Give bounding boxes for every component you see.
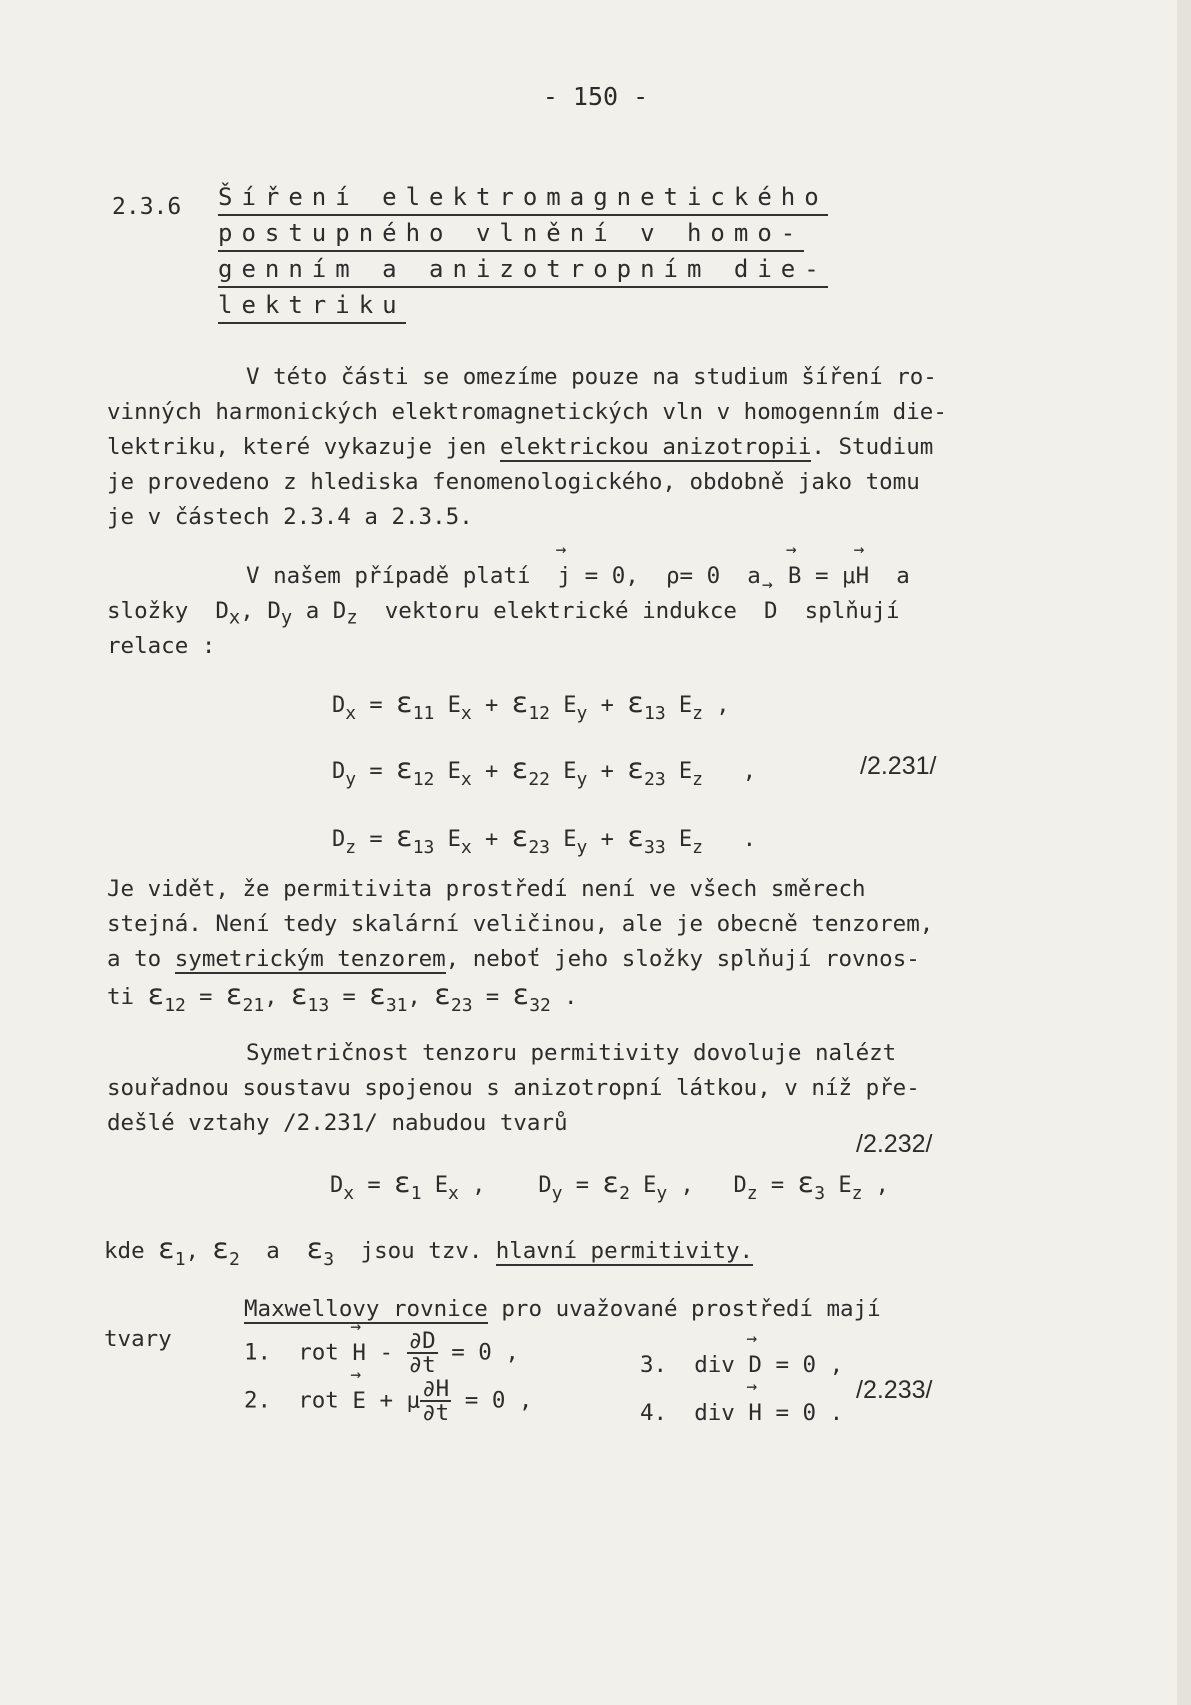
symmetricity-line-3: dešlé vztahy /2.231/ nabudou tvarů [107, 1110, 568, 1136]
permittivity-line-2: stejná. Není tedy skalární veličinou, ale je obecně tenzorem, [107, 911, 934, 937]
conditions-line-2: složky $D_x$, $D_y$ a $D_z$ vektoru elektrické indukce → D splňují [107, 594, 900, 636]
symmetricity-line-2: souřadnou soustavu spojenou s anizotropní látkou, v níž pře- [107, 1075, 920, 1101]
intro-line-4: je provedeno z hlediska fenomenologického, obdobně jako tomu [107, 469, 920, 495]
section-number: 2.3.6 [112, 194, 182, 220]
section-title-line-2: postupného vlnění v homo- [218, 218, 804, 252]
maxwell-eq-1: 1. rot → H - $\frac{\partial D}{\partial t}$ = 0 , [244, 1330, 519, 1376]
maxwell-eq-3: 3. div → D = 0 , [640, 1348, 843, 1382]
maxwell-eq-2: 2. rot → E + μ $\frac{\partial H}{\partial t}$ = 0 , [244, 1378, 532, 1424]
eq231-row-2: $D_y = \varepsilon_{12}$ $E_x + \varepsilon_{22}$ $E_y + \varepsilon_{23}$ $E_z$ , [332, 752, 757, 790]
symmetry-relations: ti $\varepsilon_{12} = \varepsilon_{21}$, $\varepsilon_{13} = \varepsilon_{31}$, $\varepsilon_{23} = \varepsilon_{32}$ . [107, 978, 578, 1016]
permittivity-line-3: a to symetrickým tenzorem, neboť jeho složky splňují rovnos- [107, 946, 920, 972]
section-title-line-4: lektriku [218, 290, 406, 324]
principal-permittivities: kde $\varepsilon_1$, $\varepsilon_2$ a $\varepsilon_3$ jsou tzv. hlavní permitivity. [104, 1232, 754, 1270]
section-title-line-3: genním a anizotropním die- [218, 254, 828, 288]
eq231-label: /2.231/ [860, 752, 937, 780]
term-principal-permittivities: hlavní permitivity. [495, 1238, 754, 1264]
term-symmetric-tensor: symetrickým tenzorem [174, 946, 446, 972]
page-number: - 150 - [542, 82, 649, 111]
term-maxwell-equations: Maxwellovy rovnice [244, 1296, 488, 1322]
maxwell-eq-4: 4. div → H = 0 . [640, 1396, 843, 1430]
intro-line-3: lektriku, které vykazuje jen elektrickou anizotropii. Studium [107, 434, 934, 460]
term-electric-anisotropy: elektrickou anizotropii [499, 434, 812, 460]
eq232: $D_x = \varepsilon_1$ $E_x$ , $D_y = \varepsilon_2$ $E_y$ , $D_z = \varepsilon_3$ $E_z$ , [330, 1166, 889, 1204]
eq233-label: /2.233/ [856, 1376, 933, 1404]
conditions-line-1: V našem případě platí → j = 0, ρ= 0 a → B = μ→ H a [246, 559, 910, 593]
eq231-row-3: $D_z = \varepsilon_{13}$ $E_x + \varepsilon_{23}$ $E_y + \varepsilon_{33}$ $E_z$ . [332, 820, 757, 858]
page-edge-shadow [1177, 0, 1191, 1705]
conditions-line-3: relace : [107, 633, 216, 659]
intro-line-5: je v částech 2.3.4 a 2.3.5. [107, 504, 473, 530]
eq231-row-1: $D_x = \varepsilon_{11}$ $E_x + \varepsilon_{12}$ $E_y + \varepsilon_{13}$ $E_z$ , [332, 686, 730, 724]
eq232-label: /2.232/ [856, 1130, 933, 1158]
permittivity-line-1: Je vidět, že permitivita prostředí není ve všech směrech [107, 876, 866, 902]
section-title-line-1: Šíření elektromagnetického [218, 182, 828, 216]
intro-line-2: vinných harmonických elektromagnetických vln v homogenním die- [107, 399, 947, 425]
intro-line-1: V této části se omezíme pouze na studium šíření ro- [246, 364, 937, 390]
symmetricity-line-1: Symetričnost tenzoru permitivity dovoluje nalézt [246, 1040, 897, 1066]
maxwell-intro: Maxwellovy rovnice pro uvažované prostředí mají [244, 1296, 881, 1322]
maxwell-tvary: tvary [104, 1326, 172, 1352]
